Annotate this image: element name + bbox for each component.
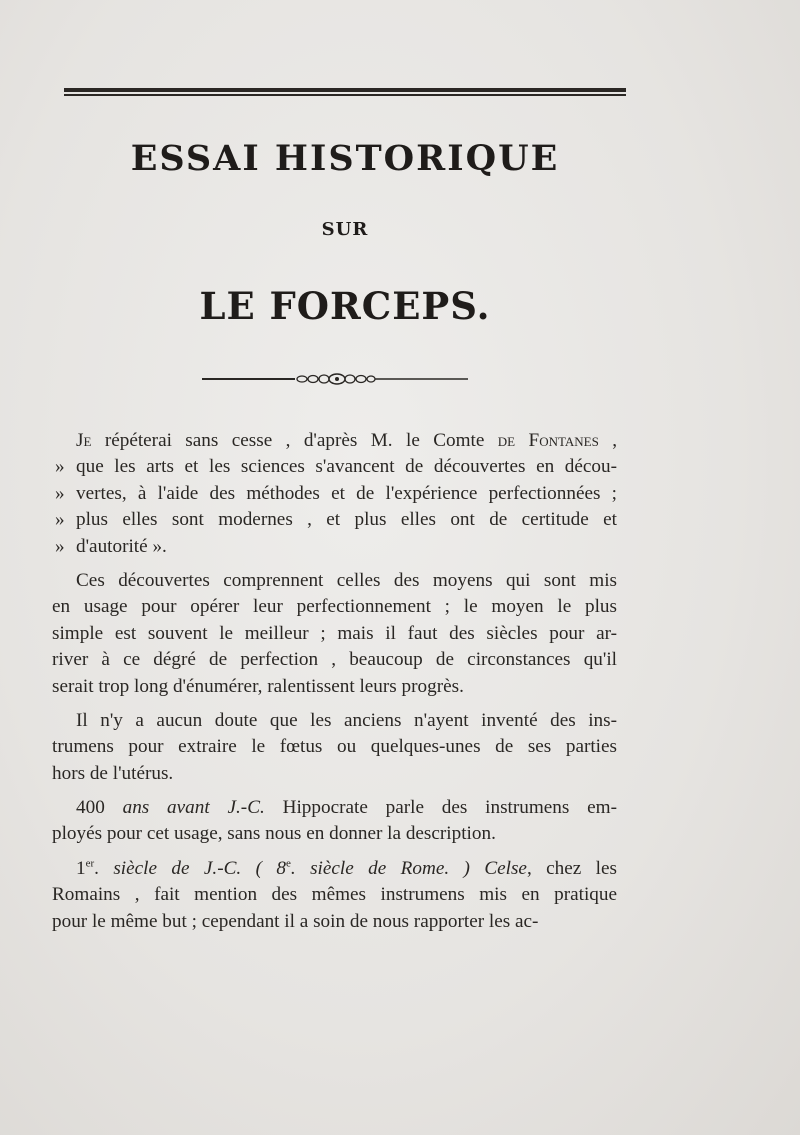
text-run: répéterai sans cesse , d'après M. le Comte xyxy=(91,430,498,451)
paragraph-p2 xyxy=(52,568,617,700)
paragraph-p4 xyxy=(52,795,617,848)
paragraph-p1 xyxy=(52,428,617,560)
text-line xyxy=(52,621,617,647)
text-run: . siècle de Rome. ) Celse xyxy=(290,857,527,879)
text-run: simple est souvent le meilleur ; mais il faut des siècles pour ar- xyxy=(52,622,617,644)
text-line xyxy=(52,734,617,760)
text-line xyxy=(52,909,617,935)
text-line xyxy=(52,454,617,480)
ornament-divider-icon xyxy=(200,370,470,388)
title-line-3: LE FORCEPS. xyxy=(199,284,491,328)
text-run: Il n'y a aucun doute que les anciens n'ayent inventé des ins- xyxy=(76,709,617,731)
text-run: vertes, à l'aide des méthodes et de l'expérience perfectionnées ; xyxy=(76,482,617,504)
text-line xyxy=(52,507,617,533)
text-line xyxy=(52,821,617,847)
text-line xyxy=(52,647,617,673)
text-run: trumens pour extraire le fœtus ou quelques-unes de ses parties xyxy=(52,736,617,758)
text-run: Je xyxy=(76,430,92,451)
text-run: river à ce dégré de perfection , beaucoup de circonstances qu'il xyxy=(52,649,617,671)
top-rule-thin xyxy=(64,94,626,96)
text-line xyxy=(52,594,617,620)
text-line xyxy=(52,568,617,594)
title-line-2: SUR xyxy=(321,219,369,240)
text-run: . xyxy=(94,857,114,879)
text-line xyxy=(52,708,617,734)
text-run: d'autorité ». xyxy=(76,535,167,557)
text-line xyxy=(52,534,617,560)
text-run: , xyxy=(598,430,618,451)
text-line xyxy=(52,795,617,821)
text-run: plus elles sont modernes , et plus elles ont de certitude et xyxy=(76,509,617,531)
text-run: Romains , fait mention des mêmes instrumens mis en pratique xyxy=(52,884,617,906)
quote-mark: » xyxy=(55,535,65,557)
text-run: siècle de J.-C. ( 8 xyxy=(113,857,286,879)
text-run: hors de l'utérus. xyxy=(52,762,174,784)
text-run: Ces découvertes comprennent celles des moyens qui sont mis xyxy=(76,569,617,591)
title-line-1: ESSAI HISTORIQUE xyxy=(130,138,560,179)
text-run: , chez les xyxy=(526,857,617,879)
text-run: e xyxy=(286,857,291,870)
top-rule-thick xyxy=(64,88,626,92)
text-run: serait trop long d'énumérer, ralentissent leurs progrès. xyxy=(52,675,464,697)
text-run: ployés pour cet usage, sans nous en donner la description. xyxy=(52,823,496,845)
text-run: que les arts et les sciences s'avancent de découvertes en décou- xyxy=(76,456,617,478)
text-run: 400 xyxy=(76,797,123,819)
text-run: en usage pour opérer leur perfectionnement ; le moyen le plus xyxy=(52,596,617,618)
text-run: er xyxy=(85,857,95,870)
body-text xyxy=(52,428,617,935)
text-line xyxy=(52,856,617,882)
text-line xyxy=(52,674,617,700)
text-run: ans avant xyxy=(122,797,210,819)
text-line xyxy=(52,882,617,908)
paragraph-p5 xyxy=(52,856,617,935)
top-double-rule xyxy=(64,88,626,98)
text-run: J.-C. xyxy=(209,797,265,819)
text-line xyxy=(52,428,617,454)
quote-mark: » xyxy=(55,456,65,478)
text-run: Hippocrate parle des instrumens em- xyxy=(264,797,618,819)
text-run: pour le même but ; cependant il a soin de nous rapporter les ac- xyxy=(52,910,539,932)
text-line xyxy=(52,481,617,507)
quote-mark: » xyxy=(55,482,65,504)
paragraph-p3 xyxy=(52,708,617,787)
text-run: 1 xyxy=(76,857,86,879)
quote-mark: » xyxy=(55,509,65,531)
text-run: de Fontanes xyxy=(497,430,599,451)
text-line xyxy=(52,761,617,787)
